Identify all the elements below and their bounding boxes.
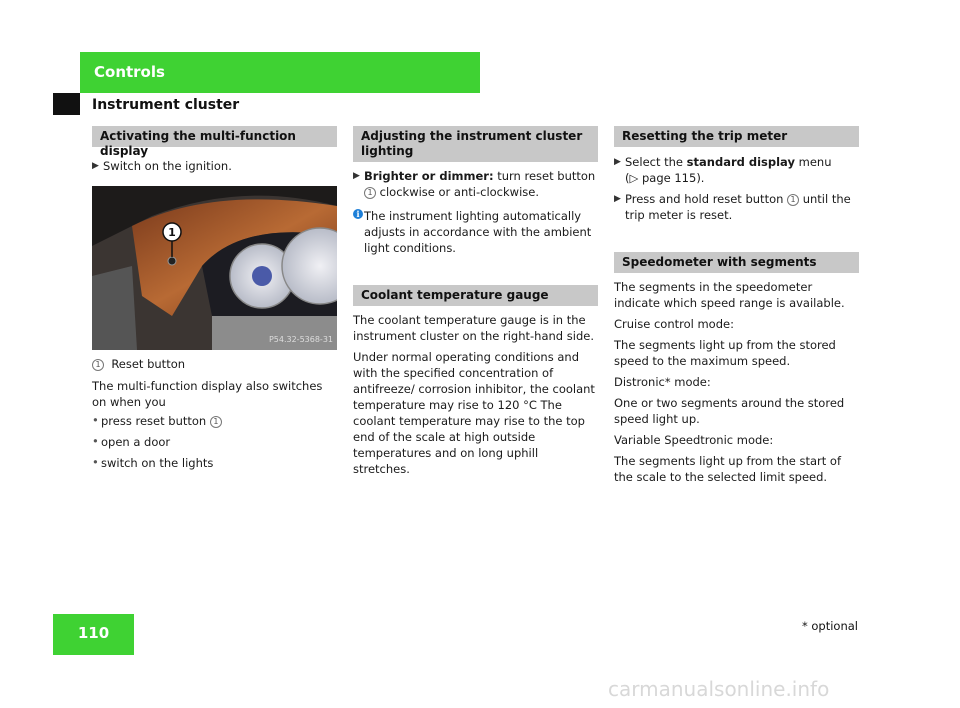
bullet-icon: • (92, 413, 99, 427)
legend-reset-button: 1 Reset button (92, 356, 337, 372)
bullet-press-reset: • press reset button 1 (92, 413, 337, 429)
image-caption: P54.32-5368-31 (268, 335, 333, 344)
reset-button-number: 1 (210, 416, 222, 428)
speedo-line: Variable Speedtronic mode: (614, 433, 774, 447)
page-number: 110 (77, 624, 110, 642)
step-press-hold: ▶ Press and hold reset button 1 until the trip meter is reset. (614, 192, 851, 222)
instrument-cluster-photo (92, 186, 337, 350)
bullet-icon: • (92, 434, 99, 448)
callout-1: 1 (168, 226, 176, 239)
optional-footnote: * optional (801, 619, 858, 633)
heading-multifunction-display: Activating the multi-function display (92, 126, 337, 147)
column-3 (614, 126, 859, 485)
arrow-icon: ▶ (614, 194, 621, 204)
section-marker (53, 93, 80, 115)
column-2 (353, 126, 598, 477)
speedo-line: The segments in the speedometer indicate which speed range is available. (614, 280, 845, 310)
heading-cluster-lighting: Adjusting the instrument cluster lighting (353, 126, 598, 162)
step-ignition: ▶ Switch on the ignition. (92, 159, 232, 173)
speedo-line: The segments light up from the start of the scale to the selected limit speed. (614, 454, 841, 484)
reset-button-number: 1 (787, 194, 799, 206)
reset-button-number: 1 (364, 187, 376, 199)
arrow-icon: ▶ (614, 157, 621, 167)
reset-button-number: 1 (92, 359, 104, 371)
bullet-icon: • (92, 455, 99, 469)
page-reference: (▷ page 115). (625, 171, 705, 185)
arrow-icon: ▶ (353, 171, 360, 181)
speedo-line: Cruise control mode: (614, 317, 734, 331)
page-number-tab (53, 614, 134, 655)
heading-coolant-gauge: Coolant temperature gauge (353, 285, 598, 306)
speedo-line: Distronic* mode: (614, 375, 711, 389)
coolant-para-2: Under normal operating conditions and with the specified concentration of antifreeze/ corrosion inhibitor, the coolant temperature may rise to 120 °C The coolant temperature may rise to the top end of the scale at high outside temperatures and on long uphill stretches. (353, 350, 595, 476)
speedo-line: The segments light up from the stored speed to the maximum speed. (614, 338, 836, 368)
step-brighter-dimmer: ▶ Brighter or dimmer: turn reset button 1 clockwise or anti-clockwise. (353, 169, 596, 199)
heading-trip-meter: Resetting the trip meter (614, 126, 859, 147)
coolant-para-1: The coolant temperature gauge is in the instrument cluster on the right-hand side. (353, 313, 594, 343)
bullet-lights: • switch on the lights (92, 455, 214, 470)
arrow-icon: ▶ (92, 161, 99, 171)
cluster-illustration (92, 186, 337, 350)
bullet-open-door: • open a door (92, 434, 171, 449)
column-1 (92, 126, 337, 471)
info-icon: i (353, 209, 363, 219)
speedo-line: One or two segments around the stored speed light up. (614, 396, 845, 426)
section-tab (80, 52, 480, 93)
subsection-title: Instrument cluster (92, 97, 240, 113)
step-select-display: ▶ Select the standard display menu (▷ page 115). (614, 155, 832, 185)
info-note: i The instrument lighting automatically adjusts in accordance with the ambient light conditions. (353, 208, 598, 256)
section-title: Controls (94, 63, 165, 81)
intro-text: The multi-function display also switches on when you (92, 379, 323, 409)
heading-speedometer-segments: Speedometer with segments (614, 252, 859, 273)
watermark: carmanualsonline.info (608, 677, 830, 701)
